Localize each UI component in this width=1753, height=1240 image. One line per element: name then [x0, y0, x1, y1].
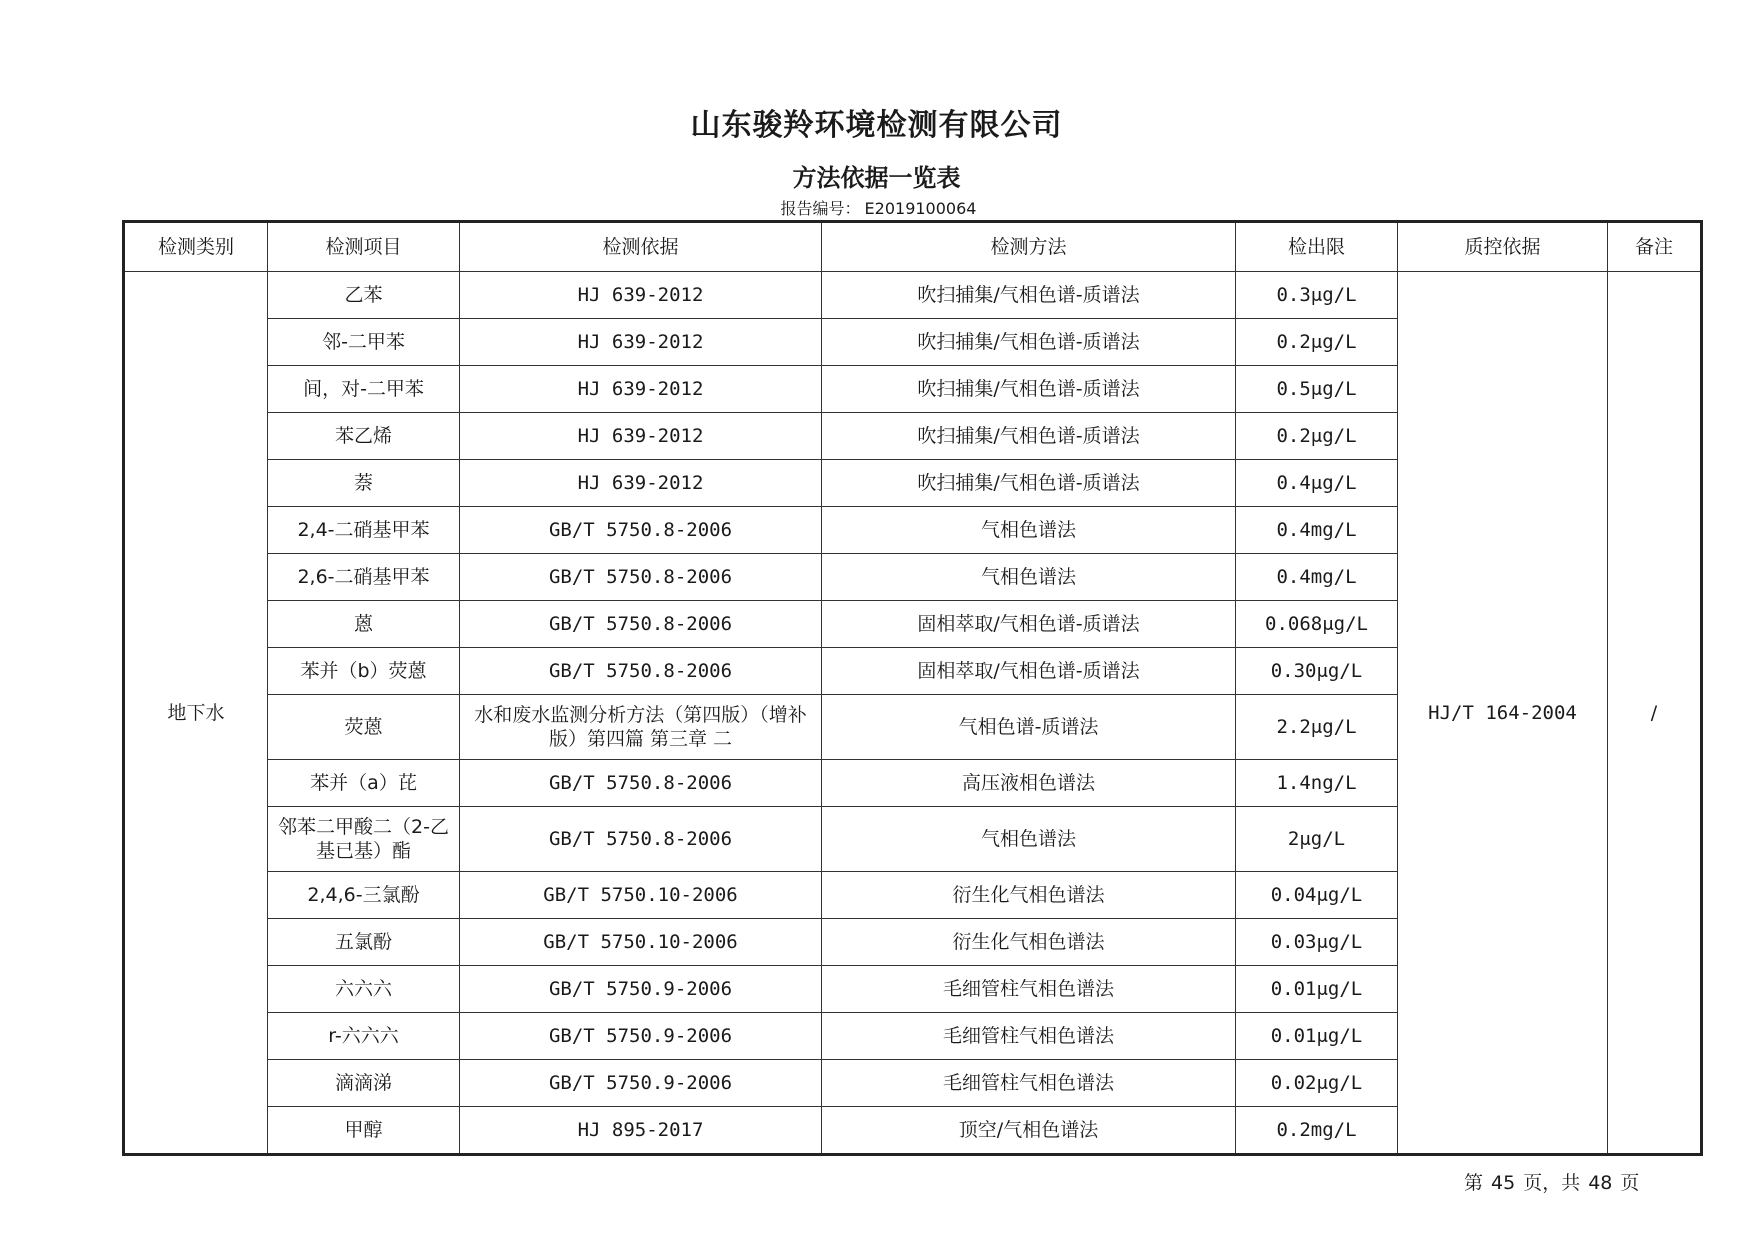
- table-header-row: [124, 222, 1702, 272]
- company-name: 山东骏羚环境检测有限公司: [690, 108, 1063, 143]
- basis-cell: GB/T 5750.9-2006: [460, 1013, 822, 1060]
- col-header-method: 检测方法: [822, 222, 1236, 272]
- basis-cell: GB/T 5750.8-2006: [460, 507, 822, 554]
- method-cell: 气相色谱法: [822, 554, 1236, 601]
- limit-cell: 0.2μg/L: [1236, 413, 1398, 460]
- item-cell: 邻苯二甲酸二（2-乙基已基）酯: [268, 807, 460, 872]
- limit-cell: 1.4ng/L: [1236, 760, 1398, 807]
- item-cell: 五氯酚: [268, 919, 460, 966]
- item-cell: 萘: [268, 460, 460, 507]
- method-cell: 毛细管柱气相色谱法: [822, 966, 1236, 1013]
- item-cell: r-六六六: [268, 1013, 460, 1060]
- basis-cell: GB/T 5750.10-2006: [460, 919, 822, 966]
- basis-cell: HJ 639-2012: [460, 366, 822, 413]
- item-cell: 2,4-二硝基甲苯: [268, 507, 460, 554]
- limit-cell: 2.2μg/L: [1236, 695, 1398, 760]
- limit-cell: 0.5μg/L: [1236, 366, 1398, 413]
- item-cell: 2,4,6-三氯酚: [268, 872, 460, 919]
- item-cell: 2,6-二硝基甲苯: [268, 554, 460, 601]
- report-number-value: E2019100064: [864, 199, 977, 218]
- limit-cell: 0.4mg/L: [1236, 554, 1398, 601]
- page-total: 48: [1588, 1172, 1613, 1194]
- table-row: [124, 272, 1702, 319]
- report-number-label: 报告编号：: [780, 199, 861, 218]
- item-cell: 六六六: [268, 966, 460, 1013]
- qc-basis-cell: HJ/T 164-2004: [1398, 272, 1608, 1155]
- item-cell: 间，对-二甲苯: [268, 366, 460, 413]
- basis-cell: GB/T 5750.8-2006: [460, 760, 822, 807]
- limit-cell: 0.2mg/L: [1236, 1107, 1398, 1155]
- method-cell: 衍生化气相色谱法: [822, 872, 1236, 919]
- item-cell: 荧蒽: [268, 695, 460, 760]
- basis-cell: GB/T 5750.9-2006: [460, 966, 822, 1013]
- limit-cell: 2μg/L: [1236, 807, 1398, 872]
- basis-cell: HJ 639-2012: [460, 319, 822, 366]
- method-cell: 毛细管柱气相色谱法: [822, 1060, 1236, 1107]
- category-cell: 地下水: [124, 272, 268, 1155]
- method-cell: 气相色谱法: [822, 507, 1236, 554]
- col-header-qc: 质控依据: [1398, 222, 1608, 272]
- basis-cell: GB/T 5750.10-2006: [460, 872, 822, 919]
- limit-cell: 0.01μg/L: [1236, 966, 1398, 1013]
- limit-cell: 0.068μg/L: [1236, 601, 1398, 648]
- item-cell: 苯乙烯: [268, 413, 460, 460]
- method-cell: 毛细管柱气相色谱法: [822, 1013, 1236, 1060]
- col-header-limit: 检出限: [1236, 222, 1398, 272]
- limit-cell: 0.2μg/L: [1236, 319, 1398, 366]
- limit-cell: 0.30μg/L: [1236, 648, 1398, 695]
- limit-cell: 0.04μg/L: [1236, 872, 1398, 919]
- col-header-remark: 备注: [1608, 222, 1702, 272]
- item-cell: 滴滴涕: [268, 1060, 460, 1107]
- basis-cell: GB/T 5750.8-2006: [460, 648, 822, 695]
- basis-cell: HJ 639-2012: [460, 460, 822, 507]
- col-header-basis: 检测依据: [460, 222, 822, 272]
- page-number: [1460, 1168, 1643, 1195]
- page-prefix: 第: [1464, 1172, 1484, 1194]
- item-cell: 苯并（a）芘: [268, 760, 460, 807]
- basis-cell: HJ 639-2012: [460, 272, 822, 319]
- basis-cell: GB/T 5750.9-2006: [460, 1060, 822, 1107]
- method-basis-table: [122, 220, 1703, 1156]
- method-cell: 吹扫捕集/气相色谱-质谱法: [822, 460, 1236, 507]
- page-middle: 页，共: [1523, 1172, 1581, 1194]
- item-cell: 邻-二甲苯: [268, 319, 460, 366]
- basis-cell: HJ 895-2017: [460, 1107, 822, 1155]
- method-cell: 高压液相色谱法: [822, 760, 1236, 807]
- limit-cell: 0.3μg/L: [1236, 272, 1398, 319]
- method-cell: 衍生化气相色谱法: [822, 919, 1236, 966]
- method-cell: 固相萃取/气相色谱-质谱法: [822, 601, 1236, 648]
- limit-cell: 0.01μg/L: [1236, 1013, 1398, 1060]
- col-header-item: 检测项目: [268, 222, 460, 272]
- basis-cell: GB/T 5750.8-2006: [460, 807, 822, 872]
- limit-cell: 0.03μg/L: [1236, 919, 1398, 966]
- basis-cell: GB/T 5750.8-2006: [460, 601, 822, 648]
- method-cell: 固相萃取/气相色谱-质谱法: [822, 648, 1236, 695]
- method-cell: 顶空/气相色谱法: [822, 1107, 1236, 1155]
- item-cell: 蒽: [268, 601, 460, 648]
- col-header-category: 检测类别: [124, 222, 268, 272]
- page-current: 45: [1491, 1172, 1516, 1194]
- limit-cell: 0.4μg/L: [1236, 460, 1398, 507]
- method-cell: 气相色谱-质谱法: [822, 695, 1236, 760]
- method-cell: 吹扫捕集/气相色谱-质谱法: [822, 319, 1236, 366]
- method-cell: 气相色谱法: [822, 807, 1236, 872]
- item-cell: 苯并（b）荧蒽: [268, 648, 460, 695]
- basis-cell: HJ 639-2012: [460, 413, 822, 460]
- method-cell: 吹扫捕集/气相色谱-质谱法: [822, 413, 1236, 460]
- limit-cell: 0.4mg/L: [1236, 507, 1398, 554]
- method-cell: 吹扫捕集/气相色谱-质谱法: [822, 272, 1236, 319]
- page-suffix: 页: [1620, 1172, 1640, 1194]
- item-cell: 乙苯: [268, 272, 460, 319]
- document-title: 方法依据一览表: [792, 164, 961, 192]
- limit-cell: 0.02μg/L: [1236, 1060, 1398, 1107]
- basis-cell: 水和废水监测分析方法（第四版）（增补版）第四篇 第三章 二: [460, 695, 822, 760]
- report-number: [0, 196, 1753, 219]
- basis-cell: GB/T 5750.8-2006: [460, 554, 822, 601]
- item-cell: 甲醇: [268, 1107, 460, 1155]
- method-cell: 吹扫捕集/气相色谱-质谱法: [822, 366, 1236, 413]
- remark-cell: /: [1608, 272, 1702, 1155]
